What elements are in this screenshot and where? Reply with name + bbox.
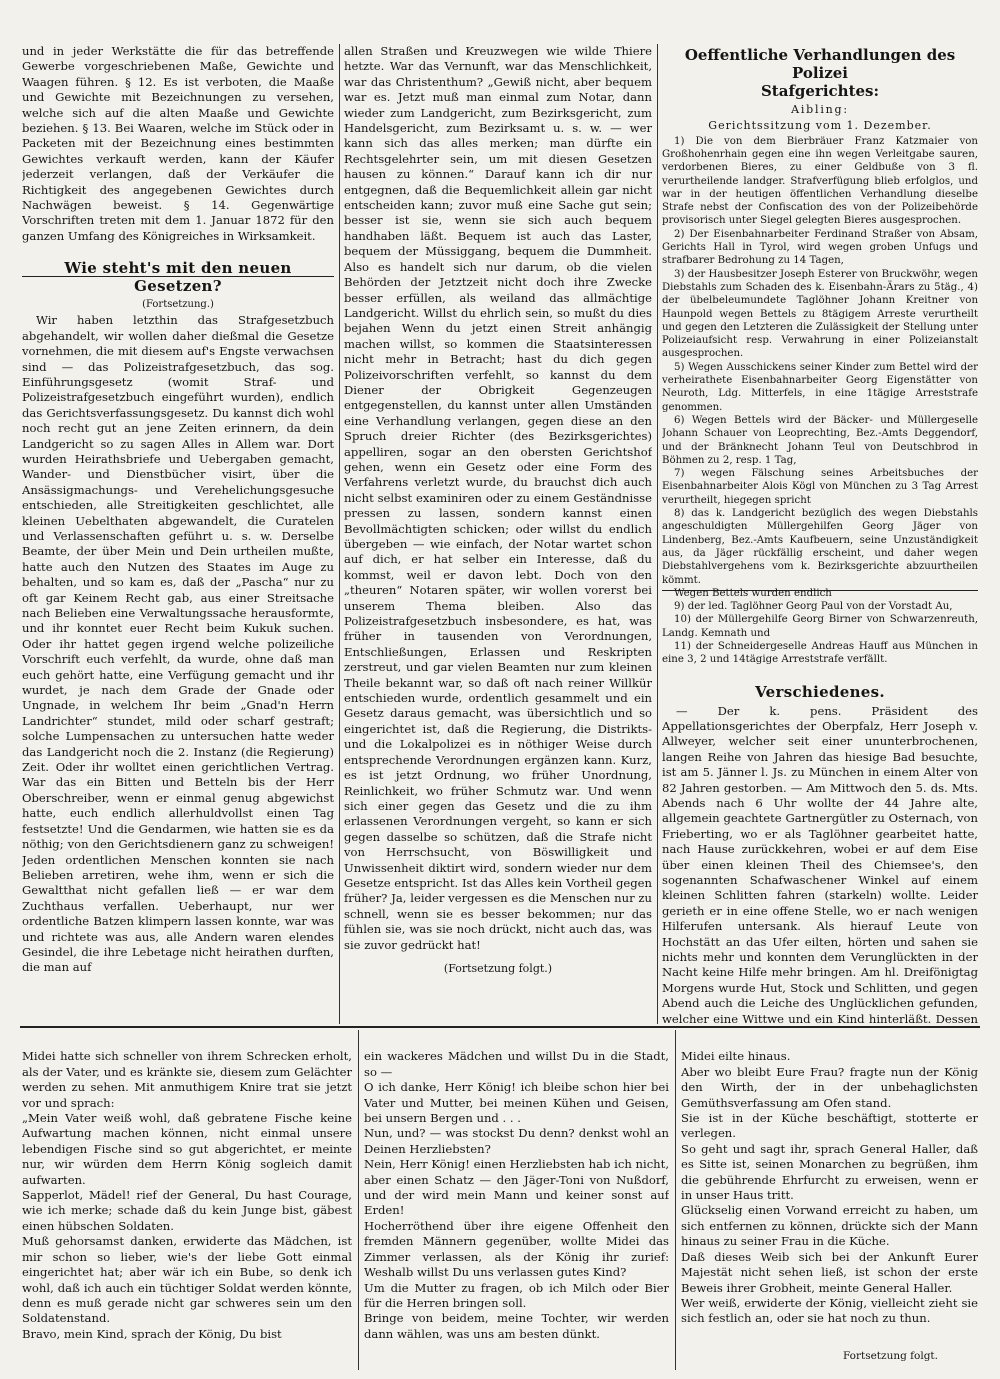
court-item: 10) der Müllergehilfe Georg Birner von Schwarzenreuth, Landg. Kemnath und xyxy=(662,614,978,639)
column-2 xyxy=(344,44,652,1024)
story-text: ein wackeres Mädchen und willst Du in die Stadt, so — O ich danke, Herr König! ich bleibe schon hier bei Vater und Mutter, bei meinen Kühen und Geisen, bei unsern Bergen und . . . Nun, und? — was stockst Du denn? denkst wohl an Deinen Herzliebsten? Nein, Herr König! einen Herzliebsten hab ich nicht, aber einen Schatz — den Jäger-Toni von Nußdorf, und der wird mein Mann und keiner sonst auf Erden! Hocherröthend über ihre eigene Offenheit den fremden Männern gegenüber, wollte Midei das Zimmer verlassen, als der König ihr zurief: Weshalb willst Du uns verlassen gutes Kind? Um die Mutter zu fragen, ob ich Milch oder Bier für die Herren bringen soll. Bringe von beidem, meine Tochter, wir werden dann wählen, was uns am besten dünkt. xyxy=(364,1049,669,1341)
court-item: 9) der led. Taglöhner Georg Paul von der Vorstadt Au, xyxy=(674,601,953,613)
column-rule xyxy=(339,44,340,1024)
court-item: Wegen Bettels wurden endlich xyxy=(674,587,832,599)
court-items xyxy=(662,135,978,667)
court-report-heading-line2: Stafgerichtes: xyxy=(760,82,880,100)
feuilleton-column-2 xyxy=(364,1034,669,1372)
article-subheading: (Fortsetzung.) xyxy=(142,299,214,311)
column-rule xyxy=(675,1030,676,1370)
court-item: 6) Wegen Bettels wird der Bäcker- und Müllergeselle Johann Schauer von Leoprechting, Bez.-Amts Deggendorf, und der Bränknecht Johann Teul von Deutschbrod in Böhmen zu 2, resp. 1 Tag, xyxy=(662,414,978,466)
court-item: 5) Wegen Ausschickens seiner Kinder zum Bettel wird der verheirathete Eisenbahnarbeiter Georg Eigenstätter von Neuroth, Ldg. Mitterfels, in eine 1tägige Arreststrafe genommen. xyxy=(662,361,978,413)
court-report-place: Aibling: xyxy=(791,103,849,116)
feuilleton-column-3 xyxy=(681,1034,978,1372)
column-rule xyxy=(657,44,658,1024)
column-rule xyxy=(358,1030,359,1370)
feuilleton-separator xyxy=(20,1026,980,1028)
court-item: 2) Der Eisenbahnarbeiter Ferdinand Straßer von Absam, Gerichts Hall in Tyrol, wird wegen groben Unfugs und strafbarer Bedrohung zu 14 Tagen, xyxy=(662,228,978,267)
court-item: 1) Die von dem Bierbräuer Franz Katzmaier von Großhohenrhain gegen eine ihn wegen Verleitgabe sauren, verdorbenen Bieres, zu einer Geldbuße von 3 fl. verurtheilende landger. Strafverfügung blieb erfolglos, und war in der heutigen öffentlichen Verhandlung dieselbe Strafe nebst der Confiscation des von der Polizeibehörde provisorisch unter Siegel gelegten Bieres ausgesprochen. xyxy=(662,135,978,227)
misc-news-body: — Der k. pens. Präsident des Appellationsgerichtes der Oberpfalz, Herr Joseph v. Allweyer, welcher seit einer ununterbrochenen, langen Reihe von Jahren das hiesige Bad besuchte, ist am 5. Jänner l. Js. zu München in einem Alter von 82 Jahren gestorben. — Am Mittwoch den 5. ds. Mts. Abends nach 6 Uhr wollte der 44 Jahre alte, allgemein geachtete Gartnergütler zu Osternach, von Frieberting, wo er als Taglöhner gearbeitet hatte, nach Hause zurückkehren, wobei er auf dem Eise über einen kleinen Theil des Chiemsee's, den sogenannten Schafwaschener Winkel auf einem kleinen Schlitten fahren (starkeln) wollte. Leider gerieth er in eine offene Stelle, wo er nach wenigen Hilferufen untersank. Als hierauf Leute von Hochstätt an das Ufer eilten, hörten und sahen sie nichts mehr und konnten dem Verunglückten in der Nacht keine Hilfe mehr bringen. Am hl. Dreifönigtag Morgens wurde Hut, Stock und Schlitten, und gegen Abend auch die Leiche des Unglücklichen gefunden, welcher eine Wittwe und ein Kind hinterläßt. Dessen xyxy=(662,703,978,1024)
article-body: Wir haben letzthin das Strafgesetzbuch abgehandelt, wir wollen daher dießmal die Gesetze vornehmen, die mit diesem auf's Engste verwachsen sind — das Polizeistrafgesetzbuch, das sog. Einführungsgesetz (womit Straf- und Polizeistrafgesetzbuch eingeführt wurden), endlich das Gerichtsverfassungsgesetz. Du kannst dich wohl noch recht gut an jene Zeiten erinnern, da dein Landgericht so zu sagen Alles in Allem war. Dort wurden Heirathsbriefe und Uebergaben gemacht, Wander- und Dienstbücher visirt, über die Ansässigmachungs- und Verehelichungsgesuche entschieden, alle Streitigkeiten geschlichtet, alle kleinen Uebelthaten abgewandelt, die Curatelen und Verlassenschaften geführt u. s. w. Derselbe Beamte, der über Mein und Dein urtheilen mußte, hatte auch den Nutzen des Staates im Auge zu behalten, und so kam es, daß der „Pascha“ nur zu oft gar Keinem Recht gab, aus einer Streitsache nach Belieben eine Verwaltungssache herausformte, und ihr konntet euer Recht beim Kukuk suchen. Oder ihr hattet gegen irgend welche polizeiliche Vorschrift euch verfehlt, da wurde, ohne daß man euch gehört hatte, eine Verfügung gemacht und ihr wurdet, je nach dem Grade der Gnade oder Ungnade, in welchem Ihr beim „Gnad'n Herrn Landrichter“ stundet, mild oder scharf gestraft; solche Lumpensachen zu untersuchen hatte weder das Landgericht noch die 2. Instanz (die Regierung) Zeit. Oder ihr wolltet einen gerichtlichen Vertrag. War das ein Bitten und Betteln bis der Herr Oberschreiber, wenn er einmal genug abgewichst hatte, euch endlich allerhuldvollst einen Tag festsetzte! Und die Gendarmen, wie hatten sie es da nöthig; von den Gerichtsdienern ganz zu schweigen! Jeden ordentlichen Menschen konnten sie nach Belieben arretiren, wehe ihm, wenn er sich die Gewaltthat nicht gefallen ließ — er war dem Zuchthaus verfallen. Ueberhaupt, nur wer ordentliche Batzen klimpern lassen konnte, war was und richtete was aus, alle Andern waren elendes Gesindel, die ihre Lebetage nicht heirathen durften, die man auf xyxy=(22,313,334,975)
article-heading: Wie steht's mit den neuen Gesetzen? xyxy=(64,259,292,296)
court-report-heading: Oeffentliche Verhandlungen des Polizei xyxy=(684,46,956,82)
column-1 xyxy=(22,44,334,1024)
court-item: 3) der Hausbesitzer Joseph Esterer von Bruckwöhr, wegen Diebstahls zum Schaden des k. Eisenbahn-Ärars zu 5täg., 4) der übelbeleumundete Taglöhner Johann Kreitner von Haunpold wegen Bettels zu 8tägigem Arreste verurtheilt und gegen den Letzteren die Zulässigkeit der Stellung unter Polizeiaufsicht resp. Verwahrung in einer Polizeianstalt ausgesprochen. xyxy=(662,268,978,360)
column-3 xyxy=(662,44,978,1024)
feuilleton-column-1 xyxy=(22,1034,352,1372)
court-session-date: Gerichtssitzung vom 1. Dezember. xyxy=(708,119,932,133)
continuation-note: (Fortsetzung folgt.) xyxy=(443,961,553,975)
law-text-continuation: und in jeder Werkstätte die für das betreffende Gewerbe vorgeschriebenen Maße, Gewichte und Waagen führen. § 12. Es ist verboten, die Maaße und Gewichte mit Bezeichnungen zu versehen, welche sich auf die alten Maaße und Gewichte beziehen. § 13. Bei Waaren, welche im Stück oder in Packeten mit der Bezeichnung eines bestimmten Gewichtes verkauft werden, kann der Käufer jederzeit verlangen, daß der Verkäufer die Richtigkeit des angegebenen Gewichtes durch Nachwägen beweist. § 14. Gegenwärtige Vorschriften treten mit dem 1. Januar 1872 für den ganzen Umfang des Königreiches in Wirksamkeit. xyxy=(22,44,334,243)
misc-heading: Verschiedenes. xyxy=(755,682,885,701)
court-item: 11) der Schneidergeselle Andreas Hauff aus München in eine 3, 2 und 14tägige Arreststrafe verfällt. xyxy=(662,640,978,666)
story-text: Midei eilte hinaus. Aber wo bleibt Eure Frau? fragte nun der König den Wirth, der in der unbehaglichsten Gemüthsverfassung am Ofen stand. Sie ist in der Küche beschäftigt, stotterte er verlegen. So geht und sagt ihr, sprach General Haller, daß es Sitte ist, seinen Monarchen zu begrüßen, ihm die gebührende Ehrfurcht zu erweisen, wenn er in unser Haus tritt. Glückselig einen Vorwand erreicht zu haben, um sich entfernen zu können, drückte sich der Mann hinaus zu seiner Frau in die Küche. Daß dieses Weib sich bei der Ankunft Eurer Majestät nicht sehen ließ, ist schon der erste Beweis ihrer Grobheit, meinte General Haller. Wer weiß, erwiderte der König, vielleicht zieht sie sich festlich an, oder sie hat noch zu thun. xyxy=(681,1049,978,1326)
story-continuation-note: Fortsetzung folgt. xyxy=(842,1350,938,1363)
story-text: Midei hatte sich schneller von ihrem Schrecken erholt, als der Vater, und es kränkte sie, diesem zum Gelächter werden zu sehen. Mit anmuthigem Knire trat sie jetzt vor und sprach: „Mein Vater weiß wohl, daß gebratene Fische keine Aufwartung machen können, nicht einmal unsere lebendigen Fische sind so gut abgerichtet, er meinte nur, wir würden dem Herrn König sogleich damit aufwarten. Sapperlot, Mädel! rief der General, Du hast Courage, wie ich merke; schade daß du kein Junge bist, gäbest einen hübschen Soldaten. Muß gehorsamst danken, erwiderte das Mädchen, ist mir schon so lieber, wie's der liebe Gott einmal eingerichtet hat; aber wär ich ein Bube, so denk ich wohl, daß ich auch ein tüchtiger Soldat werden könnte, denn es muß gerade nicht gar schweres sein um den Soldatenstand. Bravo, mein Kind, sprach der König, Du bist xyxy=(22,1049,352,1341)
court-item: 8) das k. Landgericht bezüglich des wegen Diebstahls angeschuldigten Müllergehilfen Georg Jäger von Lindenberg, Bez.-Amts Kaufbeuern, seine Unzuständigkeit aus, da Jäger rückfällig erscheint, und daher wegen Diebstahlvergehens vom k. Bezirksgerichte abzuurtheilen kömmt. xyxy=(662,508,978,586)
court-item: 7) wegen Fälschung seines Arbeitsbuches der Eisenbahnarbeiter Alois Kögl von München zu 3 Tag Arrest verurtheilt, hiegegen spricht xyxy=(662,468,978,506)
article-body-continued: allen Straßen und Kreuzwegen wie wilde Thiere hetzte. War das Vernunft, war das Menschlichkeit, war das Christenthum? „Gewiß nicht, aber bequem war es. Jetzt muß man einmal zum Notar, dann wieder zum Landgericht, zum Bezirksgericht, zum Handelsgericht, zum Bezirksamt u. s. w. — wer kann sich das alles merken; man dürfte ein Rechtsgelehrter sein, um mit diesen Gesetzen hausen zu können.“ Darauf kann ich dir nur entgegnen, daß die Bequemlichkeit allein gar nicht entscheiden kann; zuvor muß eine Sache gut sein; besser ist sie, wenn sie sich auch bequem handhaben läßt. Bequem ist auch das Laster, bequem der Müssiggang, bequem die Dummheit. Also es handelt sich nur darum, ob die vielen Behörden der Jetztzeit nicht doch ihre Zwecke besser erfüllen, als weiland das allmächtige Landgericht. Willst du ehrlich sein, so mußt du dies bejahen Wenn du jetzt einen Streit anhängig machen willst, so kommen die Staatsinteressen nicht mehr in Betracht; hast du dich gegen Polizeivorschriften verfehlt, so kannst du dem Diener der Obrigkeit Gegenzeugen entgegenstellen, du kannst unter allen Umständen eine Verhandlung verlangen, gegen diese an den Spruch dreier Richter (des Bezirksgerichtes) appelliren, sogar an den obersten Gerichtshof gehen, wenn ein Gesetz oder eine Form des Verfahrens verletzt wurde, du brauchst dich auch nicht selbst examiniren oder zu einem Geständnisse pressen zu lassen, sondern kannst einen Bevollmächtigten schicken; oder willst du endlich übergeben — wie einfach, der Notar wartet schon auf dich, er hat selber ein Interesse, daß du kommst, weil er davon lebt. Doch von den „theuren“ Notaren später, wir wollen vorerst bei unserem Thema bleiben. Also das Polizeistrafgesetzbuch insbesondere, es hat, was früher in tausenden von Verordnungen, Entschließungen, Erlassen und Reskripten zerstreut, und gar vielen Beamten nur zum kleinen Theile bekannt war, so daß oft nach reiner Willkür entschieden wurde, ordentlich gesammelt und ein Gesetz daraus gemacht, was übersichtlich und so eingerichtet ist, daß die Regierung, die Distrikts- und die Lokalpolizei es in nöthiger Weise durch entsprechende Verordnungen ergänzen kann. Kurz, es ist jetzt Ordnung, wo früher Unordnung, Reinlichkeit, wo früher Schmutz war. Und wenn sich einer gegen das Gesetz und die zu ihm erlassenen Verordnungen vergeht, so kann er sich gegen dasselbe so schützen, daß die Strafe nicht von Herrschsucht, von Böswilligkeit und Unwissenheit diktirt wird, sondern wieder nur dem Gesetze entspricht. Ist das Alles kein Vortheil gegen früher? Ja, leider vergessen es die Menschen nur zu schnell, wenn sie es besser bekommen; nur das fühlen sie, was sie noch drückt, nicht auch das, was sie zuvor gedrückt hat! xyxy=(344,44,652,952)
